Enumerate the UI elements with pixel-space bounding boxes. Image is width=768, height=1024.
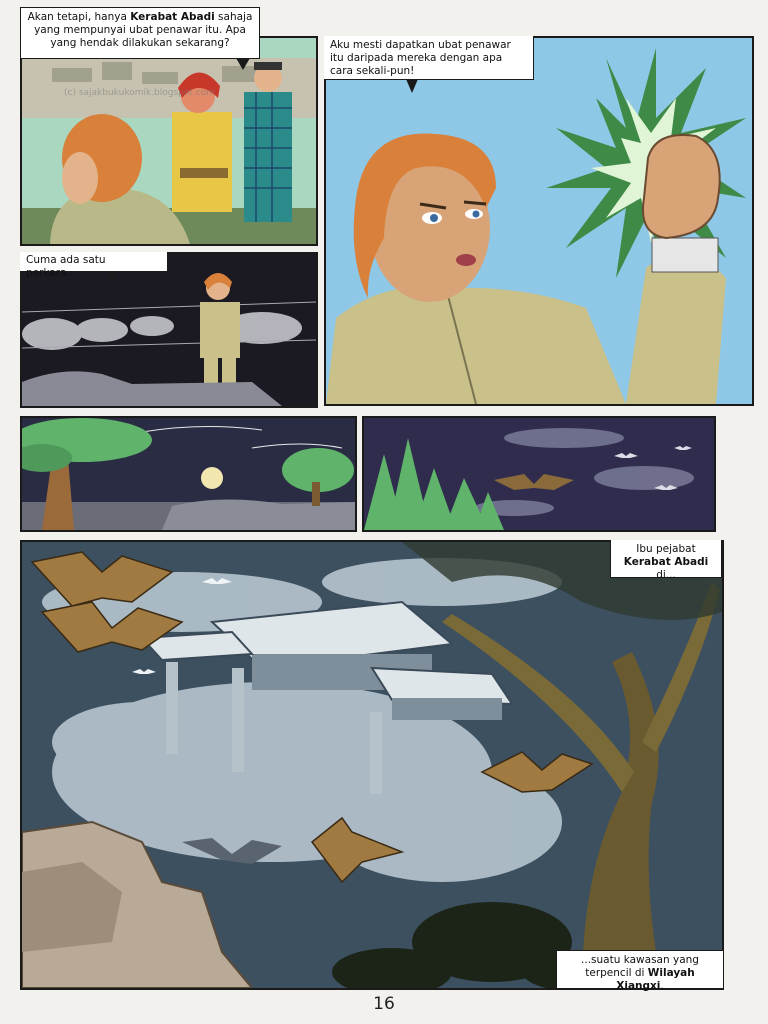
panel-bat-sky bbox=[362, 416, 716, 532]
caption-xiangxi-bold: Wilayah Xiangxi bbox=[616, 967, 695, 992]
speech-bubble-p1 bbox=[20, 7, 260, 59]
group-scene-illustration bbox=[22, 38, 316, 244]
hero-fist-illustration bbox=[326, 38, 752, 404]
panel-hero-fist bbox=[324, 36, 754, 406]
caption-hq-bold: Kerabat Abadi bbox=[623, 556, 709, 568]
panel-moon-tree bbox=[20, 416, 357, 532]
bat-sky-illustration bbox=[364, 418, 714, 530]
panel-group-scene bbox=[20, 36, 318, 246]
watermark: (c) sajakbukukomik.blogspot.com bbox=[64, 88, 216, 98]
page-number: 16 bbox=[373, 994, 395, 1014]
moon-tree-illustration bbox=[22, 418, 355, 530]
speech-bubble-p3 bbox=[20, 252, 168, 279]
caption-box-xiangxi bbox=[556, 950, 724, 992]
caption-box-hq bbox=[610, 540, 722, 581]
caption-bold-kerabat: Kerabat Abadi bbox=[130, 11, 215, 23]
caption-text-pre: Akan tetapi, hanya bbox=[27, 11, 131, 23]
caption-text: Aku mesti dapatkan ubat penawar itu daripada mereka dengan apa cara sekali-pun! bbox=[330, 39, 511, 77]
speech-bubble-p2 bbox=[324, 36, 534, 80]
panel-temple bbox=[20, 540, 724, 990]
speech-tail-p2 bbox=[406, 79, 418, 93]
speech-tail-p1 bbox=[236, 58, 250, 70]
caption-hq-line1: Ibu pejabat bbox=[636, 543, 696, 555]
caption-xiangxi-pre: terpencil di bbox=[585, 967, 648, 979]
temple-illustration bbox=[22, 542, 722, 988]
speech-tail-p3 bbox=[106, 271, 118, 284]
caption-text: Cuma ada satu perkara.... bbox=[26, 254, 106, 279]
caption-hq-post: di... bbox=[656, 569, 676, 581]
caption-xiangxi-line1: ...suatu kawasan yang bbox=[581, 954, 699, 966]
caption-xiangxi-post: . bbox=[660, 980, 664, 992]
caption-text-post: sahaja yang mempunyai ubat penawar itu. Apa yang hendak dilakukan sekarang? bbox=[34, 11, 253, 49]
